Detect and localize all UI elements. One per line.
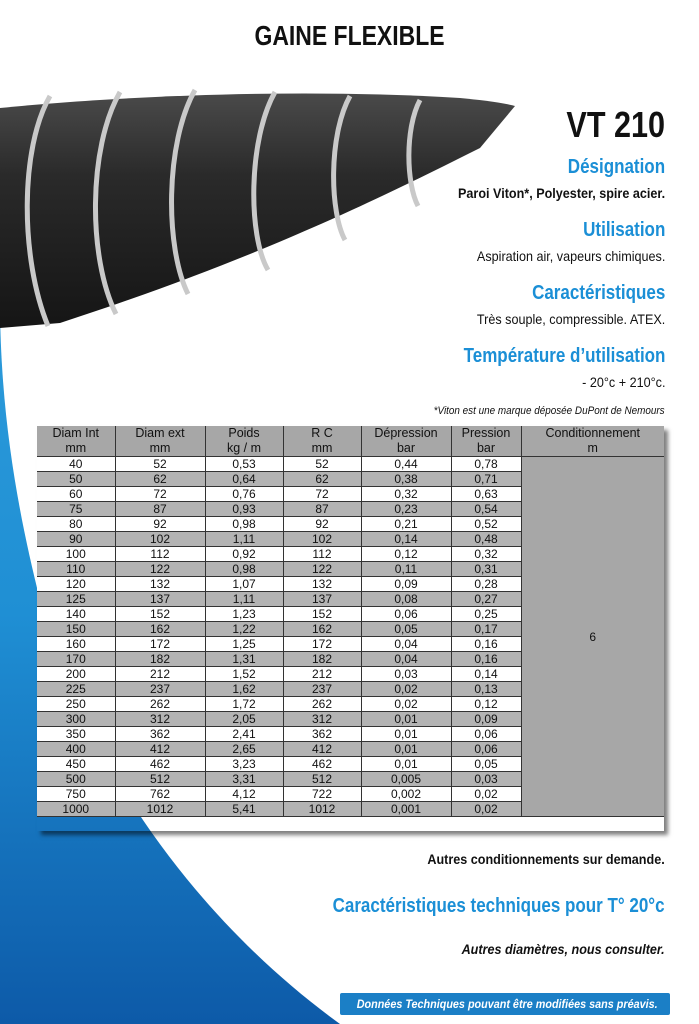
table-cell: 0,08: [361, 592, 451, 607]
table-cell: 102: [283, 532, 361, 547]
table-cell: 400: [37, 742, 115, 757]
table-cell: 2,05: [205, 712, 283, 727]
table-cell: 1,25: [205, 637, 283, 652]
table-cell: 62: [115, 472, 205, 487]
table-cell: 137: [283, 592, 361, 607]
spec-heading: Caractéristiques: [531, 282, 665, 304]
table-cell: 0,31: [451, 562, 521, 577]
spec-temperature: [428, 345, 665, 390]
table-cell: 0,63: [451, 487, 521, 502]
table-cell: 0,05: [361, 622, 451, 637]
table-cell: 237: [283, 682, 361, 697]
page-title: GAINE FLEXIBLE: [254, 20, 445, 51]
table-cell: 0,28: [451, 577, 521, 592]
col-unit: kg / m: [205, 441, 283, 457]
table-cell: 1,62: [205, 682, 283, 697]
table-cell: 1,22: [205, 622, 283, 637]
table-cell: 162: [283, 622, 361, 637]
spec-value: - 20°c + 210°c.: [581, 374, 665, 390]
table-cell: 122: [283, 562, 361, 577]
table-cell: 0,09: [451, 712, 521, 727]
table-cell: 0,002: [361, 787, 451, 802]
table-cell: 462: [283, 757, 361, 772]
table-cell: 172: [115, 637, 205, 652]
table-cell: 150: [37, 622, 115, 637]
table-cell: 0,02: [361, 682, 451, 697]
table-cell: 0,27: [451, 592, 521, 607]
table-cell: 450: [37, 757, 115, 772]
table-cell: 462: [115, 757, 205, 772]
table-cell: 212: [115, 667, 205, 682]
table-cell: 132: [115, 577, 205, 592]
spec-heading: Température d’utilisation: [463, 345, 665, 367]
table-cell: 0,02: [361, 697, 451, 712]
specs-table-container: [37, 426, 664, 831]
table-cell: 52: [115, 457, 205, 472]
spec-value: Aspiration air, vapeurs chimiques.: [476, 248, 665, 264]
table-cell: 80: [37, 517, 115, 532]
table-cell: 100: [37, 547, 115, 562]
col-unit: m: [521, 441, 664, 457]
col-header: R C: [283, 426, 361, 441]
table-cell: 0,98: [205, 517, 283, 532]
table-cell: 362: [283, 727, 361, 742]
table-cell: 0,25: [451, 607, 521, 622]
table-cell: 92: [115, 517, 205, 532]
table-cell: 0,64: [205, 472, 283, 487]
table-cell: 0,11: [361, 562, 451, 577]
spec-heading: Utilisation: [582, 219, 665, 241]
table-cell: 2,41: [205, 727, 283, 742]
table-cell: 0,02: [451, 802, 521, 817]
table-cell: 2,65: [205, 742, 283, 757]
diameters-note: Autres diamètres, nous consulter.: [461, 941, 665, 957]
col-unit: bar: [361, 441, 451, 457]
col-unit: mm: [115, 441, 205, 457]
table-cell: 0,06: [451, 727, 521, 742]
table-cell: 162: [115, 622, 205, 637]
col-header: Poids: [205, 426, 283, 441]
table-row: [37, 457, 664, 472]
disclaimer-text: Données Techniques pouvant être modifiées sans préavis.: [356, 997, 658, 1011]
table-cell: 152: [115, 607, 205, 622]
table-cell: 237: [115, 682, 205, 697]
table-cell: 1012: [283, 802, 361, 817]
disclaimer-banner: [340, 993, 670, 1015]
table-cell: 212: [283, 667, 361, 682]
table-cell: 0,03: [361, 667, 451, 682]
table-cell: 0,04: [361, 637, 451, 652]
table-cell: 762: [115, 787, 205, 802]
table-cell: 0,71: [451, 472, 521, 487]
table-cell: 112: [115, 547, 205, 562]
table-cell: 112: [283, 547, 361, 562]
table-cell: 50: [37, 472, 115, 487]
table-cell: 0,04: [361, 652, 451, 667]
table-cell: 312: [283, 712, 361, 727]
table-cell: 60: [37, 487, 115, 502]
table-cell: 262: [115, 697, 205, 712]
table-cell: 137: [115, 592, 205, 607]
conditionnement-cell: 6: [521, 457, 664, 817]
col-header: Diam ext: [115, 426, 205, 441]
table-cell: 250: [37, 697, 115, 712]
table-cell: 722: [283, 787, 361, 802]
table-cell: 200: [37, 667, 115, 682]
product-code: VT 210: [566, 104, 665, 145]
tech-title: Caractéristiques techniques pour T° 20°c: [333, 895, 665, 917]
table-cell: 0,09: [361, 577, 451, 592]
table-cell: 362: [115, 727, 205, 742]
table-cell: 3,23: [205, 757, 283, 772]
table-cell: 152: [283, 607, 361, 622]
table-cell: 0,76: [205, 487, 283, 502]
table-cell: 0,98: [205, 562, 283, 577]
table-cell: 87: [283, 502, 361, 517]
table-cell: 512: [283, 772, 361, 787]
col-header: Dépression: [361, 426, 451, 441]
table-cell: 3,31: [205, 772, 283, 787]
col-unit: bar: [451, 441, 521, 457]
table-cell: 0,16: [451, 637, 521, 652]
table-cell: 0,03: [451, 772, 521, 787]
table-cell: 0,92: [205, 547, 283, 562]
table-body: [37, 457, 664, 817]
table-cell: 1,72: [205, 697, 283, 712]
table-header-row: [37, 426, 664, 441]
viton-footnote: *Viton est une marque déposée DuPont de Nemours: [434, 405, 665, 417]
table-cell: 62: [283, 472, 361, 487]
hose-illustration: [0, 88, 520, 348]
table-cell: 0,53: [205, 457, 283, 472]
table-cell: 0,54: [451, 502, 521, 517]
table-cell: 0,13: [451, 682, 521, 697]
table-cell: 0,16: [451, 652, 521, 667]
table-cell: 1,11: [205, 592, 283, 607]
table-cell: 1012: [115, 802, 205, 817]
table-cell: 75: [37, 502, 115, 517]
table-cell: 300: [37, 712, 115, 727]
table-cell: 1,31: [205, 652, 283, 667]
table-cell: 87: [115, 502, 205, 517]
table-cell: 90: [37, 532, 115, 547]
table-cell: 0,78: [451, 457, 521, 472]
table-cell: 1,23: [205, 607, 283, 622]
table-cell: 225: [37, 682, 115, 697]
table-cell: 0,17: [451, 622, 521, 637]
table-cell: 140: [37, 607, 115, 622]
table-cell: 72: [283, 487, 361, 502]
table-cell: 4,12: [205, 787, 283, 802]
table-cell: 5,41: [205, 802, 283, 817]
col-unit: mm: [283, 441, 361, 457]
table-cell: 0,01: [361, 757, 451, 772]
table-cell: 182: [283, 652, 361, 667]
table-cell: 1,11: [205, 532, 283, 547]
spec-utilisation: [456, 219, 665, 264]
table-cell: 0,005: [361, 772, 451, 787]
table-cell: 170: [37, 652, 115, 667]
col-unit: mm: [37, 441, 115, 457]
table-cell: 132: [283, 577, 361, 592]
table-cell: 0,38: [361, 472, 451, 487]
table-cell: 0,06: [361, 607, 451, 622]
table-cell: 350: [37, 727, 115, 742]
spec-value: Paroi Viton*, Polyester, spire acier.: [457, 185, 665, 201]
table-cell: 40: [37, 457, 115, 472]
table-cell: 0,23: [361, 502, 451, 517]
col-header: Pression: [451, 426, 521, 441]
table-cell: 750: [37, 787, 115, 802]
table-cell: 0,32: [451, 547, 521, 562]
table-cell: 0,02: [451, 787, 521, 802]
col-header: Diam Int: [37, 426, 115, 441]
table-cell: 125: [37, 592, 115, 607]
table-cell: 1,52: [205, 667, 283, 682]
col-header: Conditionnement: [521, 426, 664, 441]
table-cell: 312: [115, 712, 205, 727]
table-cell: 0,01: [361, 742, 451, 757]
table-cell: 0,12: [361, 547, 451, 562]
table-cell: 512: [115, 772, 205, 787]
packaging-note: Autres conditionnements sur demande.: [427, 851, 665, 867]
table-cell: 72: [115, 487, 205, 502]
table-cell: 500: [37, 772, 115, 787]
table-cell: 120: [37, 577, 115, 592]
table-cell: 110: [37, 562, 115, 577]
table-cell: 262: [283, 697, 361, 712]
spec-value: Très souple, compressible. ATEX.: [476, 311, 665, 327]
table-cell: 160: [37, 637, 115, 652]
table-cell: 0,48: [451, 532, 521, 547]
specs-table: [37, 426, 664, 817]
table-cell: 1000: [37, 802, 115, 817]
table-cell: 0,21: [361, 517, 451, 532]
table-cell: 0,01: [361, 712, 451, 727]
table-cell: 0,06: [451, 742, 521, 757]
table-cell: 0,44: [361, 457, 451, 472]
table-cell: 92: [283, 517, 361, 532]
spec-caracteristiques: [456, 282, 665, 327]
table-cell: 182: [115, 652, 205, 667]
table-cell: 0,001: [361, 802, 451, 817]
table-units-row: [37, 441, 664, 457]
table-cell: 0,14: [451, 667, 521, 682]
table-cell: 0,12: [451, 697, 521, 712]
table-cell: 0,52: [451, 517, 521, 532]
spec-heading: Désignation: [567, 156, 665, 178]
table-cell: 412: [115, 742, 205, 757]
table-cell: 0,14: [361, 532, 451, 547]
table-cell: 0,05: [451, 757, 521, 772]
table-cell: 1,07: [205, 577, 283, 592]
table-cell: 52: [283, 457, 361, 472]
table-cell: 102: [115, 532, 205, 547]
table-cell: 122: [115, 562, 205, 577]
table-cell: 0,93: [205, 502, 283, 517]
spec-designation: [435, 156, 665, 201]
table-cell: 0,01: [361, 727, 451, 742]
table-cell: 412: [283, 742, 361, 757]
table-cell: 0,32: [361, 487, 451, 502]
table-cell: 172: [283, 637, 361, 652]
